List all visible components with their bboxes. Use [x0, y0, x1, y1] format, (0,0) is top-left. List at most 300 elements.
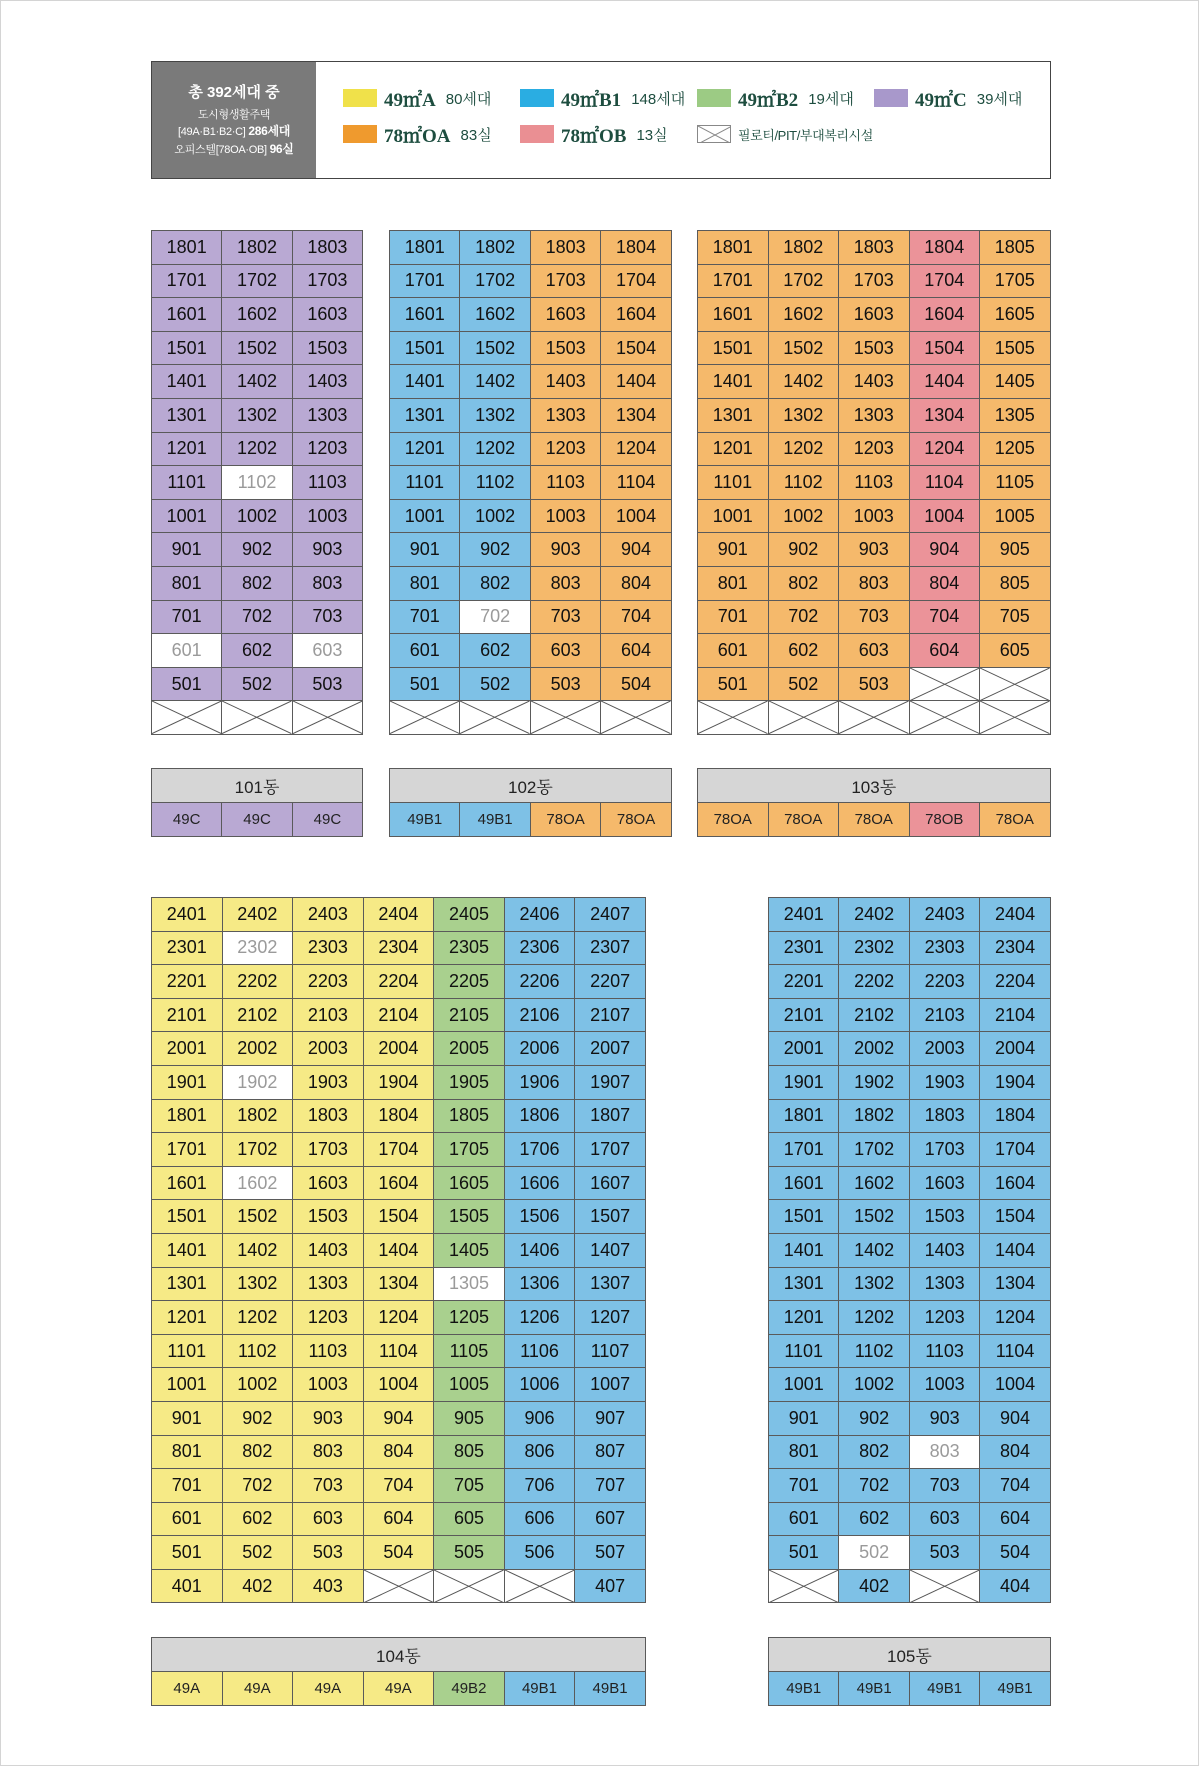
unit-cell: 1504	[980, 1200, 1050, 1234]
unit-cell: 905	[434, 1401, 505, 1435]
unit-cell: 1103	[839, 466, 910, 500]
unit-cell: 2102	[839, 998, 909, 1032]
column-type-label: 49B1	[909, 1672, 979, 1706]
unit-cell: 2405	[434, 898, 505, 932]
building-103	[697, 230, 1051, 735]
unit-cell: 2304	[363, 931, 434, 965]
floor-row	[152, 398, 363, 432]
unit-cell: 1302	[222, 1267, 293, 1301]
unit-cell: 801	[769, 1435, 839, 1469]
legend-type-label: 78㎡OB	[561, 125, 627, 147]
pilotis-cell	[390, 701, 460, 735]
unit-cell: 1103	[530, 466, 600, 500]
unit-cell-unassigned: 1305	[434, 1267, 505, 1301]
unit-cell: 1005	[434, 1368, 505, 1402]
unit-cell: 703	[839, 600, 910, 634]
floor-row	[152, 1166, 646, 1200]
unit-cell: 1702	[222, 1133, 293, 1167]
unit-cell: 902	[222, 533, 292, 567]
unit-cell: 1405	[434, 1233, 505, 1267]
unit-cell: 1505	[980, 331, 1051, 365]
legend-type-label: 49㎡C	[915, 89, 967, 111]
unit-cell: 1001	[390, 499, 460, 533]
unit-cell: 1202	[222, 1301, 293, 1335]
building-104	[151, 897, 646, 1603]
floor-row	[698, 398, 1051, 432]
floor-row	[390, 499, 672, 533]
column-type-label: 78OA	[530, 803, 600, 837]
legend-item-oa	[343, 124, 492, 147]
building-105	[768, 897, 1051, 1603]
unit-cell: 1302	[222, 398, 292, 432]
unit-cell: 1902	[839, 1065, 909, 1099]
pilotis-cell	[434, 1569, 505, 1603]
unit-cell: 502	[460, 667, 530, 701]
floor-row	[152, 566, 363, 600]
unit-cell: 2305	[434, 931, 505, 965]
pilotis-cell	[909, 667, 980, 701]
unit-cell: 1005	[980, 499, 1051, 533]
unit-cell: 401	[152, 1569, 223, 1603]
floor-row	[152, 1032, 646, 1066]
unit-cell: 1901	[152, 1065, 223, 1099]
unit-cell: 1606	[504, 1166, 575, 1200]
unit-cell: 1901	[769, 1065, 839, 1099]
floor-row	[698, 264, 1051, 298]
unit-cell: 1802	[222, 1099, 293, 1133]
unit-cell: 701	[698, 600, 769, 634]
unit-cell: 1204	[601, 432, 671, 466]
unit-cell: 1806	[504, 1099, 575, 1133]
unit-cell: 1705	[434, 1133, 505, 1167]
legend-swatch	[343, 125, 377, 143]
unit-cell: 806	[504, 1435, 575, 1469]
unit-cell: 1004	[363, 1368, 434, 1402]
unit-cell: 501	[152, 667, 222, 701]
unit-cell: 1801	[152, 231, 222, 265]
unit-cell: 501	[152, 1536, 223, 1570]
unit-cell: 1703	[293, 1133, 364, 1167]
unit-cell: 1402	[222, 365, 292, 399]
floor-row	[698, 231, 1051, 265]
floor-row	[152, 1536, 646, 1570]
unit-cell: 804	[363, 1435, 434, 1469]
unit-cell-unassigned: 502	[839, 1536, 909, 1570]
floor-row	[698, 533, 1051, 567]
unit-cell: 1401	[698, 365, 769, 399]
unit-cell: 607	[575, 1502, 646, 1536]
unit-cell: 704	[909, 600, 980, 634]
pilotis-cell	[768, 701, 839, 735]
unit-cell: 804	[601, 566, 671, 600]
unit-cell: 703	[293, 1469, 364, 1503]
floor-row	[698, 600, 1051, 634]
unit-cell: 1204	[909, 432, 980, 466]
unit-cell: 2307	[575, 931, 646, 965]
floor-row	[769, 1133, 1051, 1167]
unit-cell: 2006	[504, 1032, 575, 1066]
unit-cell: 1101	[769, 1334, 839, 1368]
unit-cell: 2304	[980, 931, 1050, 965]
unit-cell: 1603	[530, 298, 600, 332]
unit-cell: 1003	[530, 499, 600, 533]
floor-row	[152, 466, 363, 500]
unit-cell: 803	[530, 566, 600, 600]
unit-cell: 1405	[980, 365, 1051, 399]
legend-count-label: 39세대	[976, 90, 1023, 108]
unit-cell: 1003	[909, 1368, 979, 1402]
unit-cell: 903	[530, 533, 600, 567]
floor-row	[698, 331, 1051, 365]
unit-cell: 1403	[293, 1233, 364, 1267]
unit-cell: 702	[768, 600, 839, 634]
pilotis-cell	[980, 701, 1051, 735]
unit-cell: 1104	[980, 1334, 1050, 1368]
unit-cell: 1001	[698, 499, 769, 533]
unit-cell: 1701	[769, 1133, 839, 1167]
unit-cell: 1004	[601, 499, 671, 533]
floor-row	[698, 466, 1051, 500]
unit-cell: 1304	[601, 398, 671, 432]
floor-row	[769, 1502, 1051, 1536]
unit-cell: 1202	[768, 432, 839, 466]
column-type-label: 78OA	[698, 803, 769, 837]
unit-cell: 801	[152, 1435, 223, 1469]
unit-cell: 1201	[152, 1301, 223, 1335]
pilotis-cell	[980, 667, 1051, 701]
floor-row	[152, 600, 363, 634]
unit-cell: 1202	[839, 1301, 909, 1335]
floor-row	[152, 965, 646, 999]
floor-row	[769, 1469, 1051, 1503]
building-102	[389, 230, 672, 735]
unit-cell: 604	[909, 634, 980, 668]
unit-cell: 1803	[530, 231, 600, 265]
unit-cell: 901	[390, 533, 460, 567]
unit-cell: 1706	[504, 1133, 575, 1167]
unit-cell: 1701	[390, 264, 460, 298]
unit-cell: 1402	[460, 365, 530, 399]
unit-cell: 1301	[152, 398, 222, 432]
building-name: 102동	[390, 769, 672, 803]
unit-cell: 1306	[504, 1267, 575, 1301]
legend-swatch	[343, 89, 377, 107]
unit-cell: 1003	[839, 499, 910, 533]
unit-cell: 602	[460, 634, 530, 668]
unit-cell: 504	[601, 667, 671, 701]
building-name: 105동	[769, 1638, 1051, 1672]
unit-cell: 906	[504, 1401, 575, 1435]
unit-cell: 1203	[909, 1301, 979, 1335]
unit-cell: 2303	[909, 931, 979, 965]
column-type-label: 49B1	[769, 1672, 839, 1706]
floor-row	[769, 1032, 1051, 1066]
unit-cell: 1307	[575, 1267, 646, 1301]
unit-cell: 1603	[839, 298, 910, 332]
unit-cell: 2001	[769, 1032, 839, 1066]
unit-cell: 1203	[839, 432, 910, 466]
unit-cell: 1804	[980, 1099, 1050, 1133]
unit-cell: 501	[769, 1536, 839, 1570]
unit-cell: 1001	[769, 1368, 839, 1402]
legend-item-b2	[697, 88, 854, 111]
floor-row	[152, 998, 646, 1032]
unit-cell: 1102	[768, 466, 839, 500]
unit-cell: 2004	[980, 1032, 1050, 1066]
floor-row	[769, 1200, 1051, 1234]
unit-cell: 701	[152, 1469, 223, 1503]
unit-grid	[768, 897, 1051, 1603]
unit-cell-unassigned: 1902	[222, 1065, 293, 1099]
column-type-label: 49B1	[504, 1672, 575, 1706]
pilotis-cell	[909, 701, 980, 735]
pilotis-row	[390, 701, 672, 735]
building-label-104	[151, 1637, 646, 1706]
unit-cell-unassigned: 702	[460, 600, 530, 634]
unit-cell: 1002	[839, 1368, 909, 1402]
unit-cell: 2103	[909, 998, 979, 1032]
floor-row	[769, 1301, 1051, 1335]
unit-cell: 1401	[152, 1233, 223, 1267]
unit-cell: 404	[980, 1569, 1050, 1603]
unit-cell: 2406	[504, 898, 575, 932]
unit-cell: 2301	[152, 931, 223, 965]
unit-cell: 1802	[222, 231, 292, 265]
unit-cell: 702	[839, 1469, 909, 1503]
unit-cell: 2103	[293, 998, 364, 1032]
unit-cell: 2202	[222, 965, 293, 999]
unit-cell: 1301	[390, 398, 460, 432]
unit-cell: 2104	[363, 998, 434, 1032]
unit-cell: 1604	[601, 298, 671, 332]
floor-row	[152, 634, 363, 668]
unit-cell: 605	[434, 1502, 505, 1536]
unit-cell: 1101	[152, 1334, 223, 1368]
unit-cell: 902	[839, 1401, 909, 1435]
floor-row	[390, 466, 672, 500]
legend-type-label: 78㎡OA	[384, 125, 451, 147]
floor-row	[152, 1301, 646, 1335]
legend-count-label: 13실	[636, 126, 668, 144]
floor-row	[152, 1569, 646, 1603]
unit-cell: 1803	[293, 1099, 364, 1133]
unit-cell: 1001	[152, 499, 222, 533]
floor-row	[390, 264, 672, 298]
unit-cell: 1705	[980, 264, 1051, 298]
legend-count-label: 80세대	[445, 90, 492, 108]
legend-swatch	[520, 125, 554, 143]
unit-cell: 1002	[222, 1368, 293, 1402]
column-type-label: 78OA	[601, 803, 672, 837]
unit-cell: 805	[434, 1435, 505, 1469]
floor-row	[769, 1334, 1051, 1368]
unit-cell: 803	[839, 566, 910, 600]
unit-cell: 2107	[575, 998, 646, 1032]
unit-cell: 1402	[839, 1233, 909, 1267]
unit-cell: 1401	[769, 1233, 839, 1267]
unit-cell: 2401	[152, 898, 223, 932]
unit-cell: 2201	[152, 965, 223, 999]
unit-cell: 1403	[839, 365, 910, 399]
unit-cell: 1803	[839, 231, 910, 265]
unit-cell: 1503	[909, 1200, 979, 1234]
unit-cell: 902	[222, 1401, 293, 1435]
unit-cell: 1801	[390, 231, 460, 265]
floor-row	[390, 398, 672, 432]
unit-cell: 2002	[222, 1032, 293, 1066]
unit-cell: 503	[293, 1536, 364, 1570]
unit-cell: 703	[530, 600, 600, 634]
unit-cell: 1804	[601, 231, 671, 265]
unit-cell: 1204	[980, 1301, 1050, 1335]
unit-cell: 1501	[152, 1200, 223, 1234]
floor-row	[698, 365, 1051, 399]
unit-cell: 701	[769, 1469, 839, 1503]
unit-cell: 1804	[909, 231, 980, 265]
floor-row	[152, 1267, 646, 1301]
unit-cell: 1507	[575, 1200, 646, 1234]
urban-housing-count: [49A·B1·B2·C] 286세대	[177, 124, 291, 139]
floor-row	[152, 1133, 646, 1167]
unit-cell: 1602	[839, 1166, 909, 1200]
column-type-label: 49B1	[390, 803, 460, 837]
unit-cell: 1802	[768, 231, 839, 265]
urban-housing-label: 도시형생활주택	[197, 108, 271, 121]
unit-cell: 1602	[460, 298, 530, 332]
unit-cell: 1302	[839, 1267, 909, 1301]
unit-cell: 703	[909, 1469, 979, 1503]
floor-row	[769, 1401, 1051, 1435]
unit-cell: 1103	[293, 1334, 364, 1368]
unit-cell: 904	[601, 533, 671, 567]
unit-cell: 1203	[293, 1301, 364, 1335]
unit-cell: 1203	[530, 432, 600, 466]
floor-row	[152, 667, 363, 701]
legend-summary	[152, 62, 316, 178]
unit-cell: 1207	[575, 1301, 646, 1335]
column-type-label: 49C	[222, 803, 292, 837]
unit-cell: 1601	[769, 1166, 839, 1200]
unit-cell: 907	[575, 1401, 646, 1435]
unit-cell: 1801	[769, 1099, 839, 1133]
floor-row	[152, 1469, 646, 1503]
column-type-label: 49B1	[460, 803, 530, 837]
floor-row	[769, 1065, 1051, 1099]
unit-cell: 503	[839, 667, 910, 701]
floor-row	[152, 1200, 646, 1234]
legend-items	[316, 62, 1050, 178]
unit-cell: 1903	[909, 1065, 979, 1099]
unit-cell: 1703	[292, 264, 362, 298]
unit-cell: 704	[601, 600, 671, 634]
unit-cell: 2403	[293, 898, 364, 932]
floor-row	[152, 231, 363, 265]
unit-cell: 1007	[575, 1368, 646, 1402]
unit-cell: 1102	[839, 1334, 909, 1368]
floor-row	[152, 1099, 646, 1133]
unit-cell: 902	[768, 533, 839, 567]
legend-type-label: 49㎡A	[384, 89, 436, 111]
unit-cell: 503	[292, 667, 362, 701]
unit-cell: 1804	[363, 1099, 434, 1133]
unit-cell: 1103	[292, 466, 362, 500]
unit-cell: 2303	[293, 931, 364, 965]
unit-cell: 2101	[152, 998, 223, 1032]
unit-cell: 2202	[839, 965, 909, 999]
unit-cell: 1502	[768, 331, 839, 365]
legend-box	[151, 61, 1051, 179]
unit-cell: 1201	[390, 432, 460, 466]
unit-cell: 1905	[434, 1065, 505, 1099]
unit-cell: 507	[575, 1536, 646, 1570]
unit-cell: 1201	[769, 1301, 839, 1335]
unit-cell: 1607	[575, 1166, 646, 1200]
unit-cell: 803	[293, 1435, 364, 1469]
total-units: 총 392세대 중	[188, 83, 280, 101]
unit-cell: 604	[980, 1502, 1050, 1536]
unit-cell: 1603	[909, 1166, 979, 1200]
unit-cell: 1704	[363, 1133, 434, 1167]
unit-cell: 701	[152, 600, 222, 634]
floor-row	[698, 432, 1051, 466]
unit-cell: 1402	[768, 365, 839, 399]
unit-cell: 1303	[909, 1267, 979, 1301]
unit-cell: 1406	[504, 1233, 575, 1267]
unit-cell: 1403	[909, 1233, 979, 1267]
unit-cell: 804	[909, 566, 980, 600]
unit-cell: 802	[839, 1435, 909, 1469]
unit-cell: 1603	[293, 1166, 364, 1200]
floor-row	[698, 298, 1051, 332]
unit-cell: 502	[222, 667, 292, 701]
unit-cell: 2206	[504, 965, 575, 999]
unit-cell: 2003	[909, 1032, 979, 1066]
unit-cell: 701	[390, 600, 460, 634]
column-type-label: 49B1	[980, 1672, 1050, 1706]
legend-item-ob	[520, 124, 668, 147]
unit-cell: 1502	[222, 331, 292, 365]
column-type-label: 49B1	[839, 1672, 909, 1706]
unit-cell: 501	[698, 667, 769, 701]
unit-cell: 606	[504, 1502, 575, 1536]
unit-cell: 803	[292, 566, 362, 600]
unit-cell: 1602	[222, 298, 292, 332]
unit-cell: 1305	[980, 398, 1051, 432]
unit-cell: 2204	[363, 965, 434, 999]
unit-cell: 1503	[292, 331, 362, 365]
building-name: 103동	[698, 769, 1051, 803]
unit-cell: 1102	[222, 1334, 293, 1368]
floor-row	[698, 499, 1051, 533]
floor-row	[152, 1368, 646, 1402]
unit-cell-unassigned: 1602	[222, 1166, 293, 1200]
legend-type-label: 49㎡B1	[561, 89, 622, 111]
legend-item-x	[697, 124, 873, 144]
unit-cell: 801	[698, 566, 769, 600]
floor-row	[152, 432, 363, 466]
unit-cell: 1701	[698, 264, 769, 298]
unit-cell: 1807	[575, 1099, 646, 1133]
unit-cell: 1504	[601, 331, 671, 365]
pilotis-cell	[152, 701, 222, 735]
floor-row	[769, 965, 1051, 999]
unit-cell: 2102	[222, 998, 293, 1032]
unit-cell: 804	[980, 1435, 1050, 1469]
unit-cell: 502	[222, 1536, 293, 1570]
unit-cell: 1802	[839, 1099, 909, 1133]
column-type-label: 49B1	[575, 1672, 646, 1706]
pilotis-cell	[460, 701, 530, 735]
